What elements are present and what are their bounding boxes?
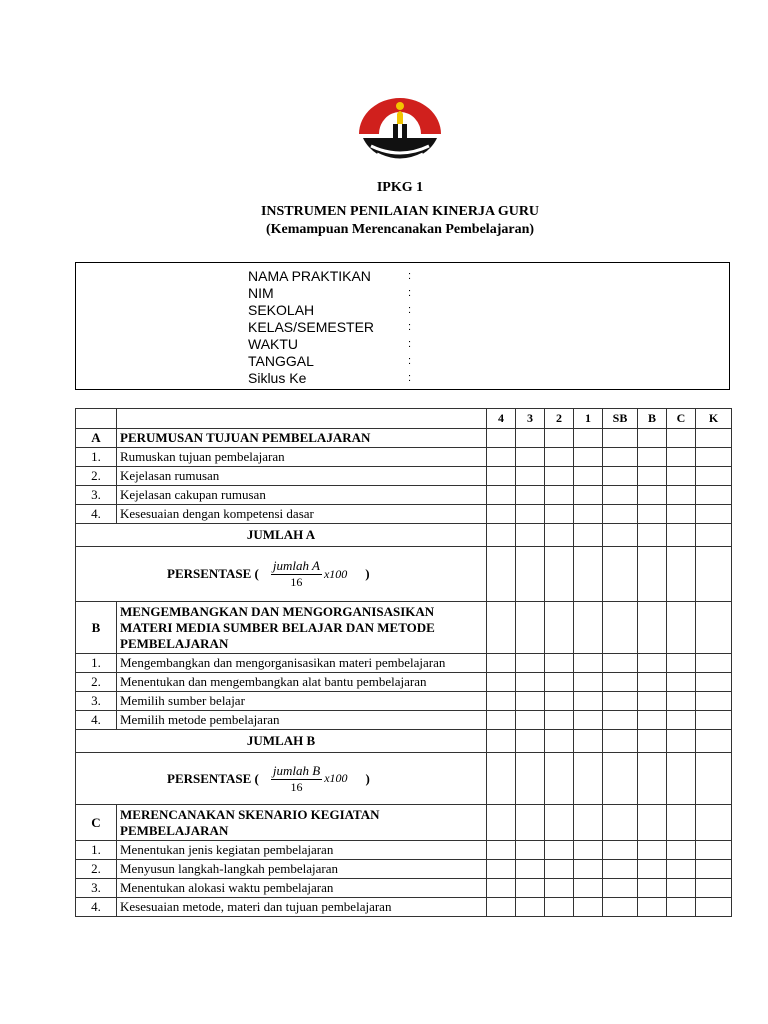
item-number: 3. xyxy=(76,486,117,505)
table-row xyxy=(76,673,732,692)
section-title xyxy=(117,805,487,841)
identity-box xyxy=(75,262,730,390)
info-label: NIM xyxy=(248,285,274,301)
item-number: 1. xyxy=(76,841,117,860)
item-number: 4. xyxy=(76,505,117,524)
info-separator: : xyxy=(408,355,412,367)
header-row xyxy=(76,409,732,429)
info-separator: : xyxy=(408,304,412,316)
item-number: 1. xyxy=(76,654,117,673)
info-row-siklus xyxy=(248,370,418,387)
score-header: B xyxy=(638,409,667,429)
item-text: Kesesuaian metode, materi dan tujuan pembelajaran xyxy=(117,898,487,917)
document-title: INSTRUMEN PENILAIAN KINERJA GURU xyxy=(260,204,540,219)
item-text: Kejelasan rumusan xyxy=(117,467,487,486)
info-separator: : xyxy=(408,270,412,282)
jumlah-label: JUMLAH B xyxy=(76,730,487,753)
table-row xyxy=(76,879,732,898)
fraction xyxy=(271,763,322,795)
item-number: 1. xyxy=(76,448,117,467)
logo-yellow-flame xyxy=(397,111,403,124)
section-letter: B xyxy=(76,602,117,654)
persentase-row xyxy=(76,753,732,805)
persentase-cell xyxy=(76,753,487,805)
item-text: Memilih sumber belajar xyxy=(117,692,487,711)
score-header: 4 xyxy=(487,409,516,429)
info-label: WAKTU xyxy=(248,336,299,352)
multiplier: x100 xyxy=(323,566,348,581)
document-subtitle: (Kemampuan Merencanakan Pembelajaran) xyxy=(265,222,535,237)
jumlah-row xyxy=(76,524,732,547)
table-row xyxy=(76,486,732,505)
item-number: 4. xyxy=(76,898,117,917)
logo-black-shape xyxy=(363,138,437,160)
section-title-line: MATERI MEDIA SUMBER BELAJAR DAN METODE xyxy=(120,619,435,635)
item-number: 3. xyxy=(76,692,117,711)
section-header-row xyxy=(76,602,732,654)
info-label: SEKOLAH xyxy=(248,302,315,318)
section-letter: A xyxy=(76,429,117,448)
item-text: Kesesuaian dengan kompetensi dasar xyxy=(117,505,487,524)
score-header: K xyxy=(696,409,732,429)
info-separator: : xyxy=(408,287,412,299)
jumlah-row xyxy=(76,730,732,753)
section-letter: C xyxy=(76,805,117,841)
multiplier: x100 xyxy=(324,771,348,785)
section-title xyxy=(117,602,487,654)
fraction-numerator: jumlah B xyxy=(272,762,321,778)
item-number: 2. xyxy=(76,860,117,879)
info-row-nim xyxy=(248,285,418,302)
section-title: PERUMUSAN TUJUAN PEMBELAJARAN xyxy=(117,429,487,448)
table-row xyxy=(76,654,732,673)
item-text: Kejelasan cakupan rumusan xyxy=(117,486,487,505)
info-row-nama xyxy=(248,268,418,285)
info-row-waktu xyxy=(248,336,418,353)
university-logo xyxy=(357,98,443,174)
section-header-row xyxy=(76,805,732,841)
info-separator: : xyxy=(408,372,412,384)
table-row xyxy=(76,448,732,467)
persentase-row xyxy=(76,547,732,602)
info-row-kelas xyxy=(248,319,418,336)
section-header-row xyxy=(76,429,732,448)
item-text: Memilih metode pembelajaran xyxy=(117,711,487,730)
header-cell-no xyxy=(76,409,117,429)
table-row xyxy=(76,505,732,524)
fraction-denominator: 16 xyxy=(290,575,303,589)
item-number: 3. xyxy=(76,879,117,898)
score-header: 1 xyxy=(574,409,603,429)
section-title-line: PEMBELAJARAN xyxy=(120,822,229,838)
assessment-table xyxy=(75,408,732,917)
header-cell-aspect xyxy=(117,409,487,429)
persentase-label: PERSENTASE ( xyxy=(167,566,259,581)
info-label: NAMA PRAKTIKAN xyxy=(248,268,371,284)
persentase-cell xyxy=(76,547,487,602)
item-number: 4. xyxy=(76,711,117,730)
item-number: 2. xyxy=(76,467,117,486)
item-text: Menentukan alokasi waktu pembelajaran xyxy=(117,879,487,898)
item-text: Menentukan dan mengembangkan alat bantu pembelajaran xyxy=(117,673,487,692)
item-text: Menyusun langkah-langkah pembelajaran xyxy=(117,860,487,879)
info-row-tanggal xyxy=(248,353,418,370)
info-label: Siklus Ke xyxy=(248,370,307,386)
section-title-line: PEMBELAJARAN xyxy=(120,635,229,651)
logo-yellow-dot xyxy=(396,102,404,110)
score-header: SB xyxy=(603,409,638,429)
info-label: TANGGAL xyxy=(248,353,314,369)
table-row xyxy=(76,860,732,879)
table-row xyxy=(76,692,732,711)
item-number: 2. xyxy=(76,673,117,692)
fraction-numerator: jumlah A xyxy=(272,558,320,573)
table-row xyxy=(76,841,732,860)
score-header: C xyxy=(667,409,696,429)
fraction xyxy=(271,558,322,590)
info-row-sekolah xyxy=(248,302,418,319)
item-text: Mengembangkan dan mengorganisasikan materi pembelajaran xyxy=(117,654,487,673)
persentase-close: ) xyxy=(365,770,370,786)
table-row xyxy=(76,467,732,486)
persentase-label: PERSENTASE ( xyxy=(167,770,259,786)
jumlah-label: JUMLAH A xyxy=(76,524,487,547)
fraction-denominator: 16 xyxy=(290,779,303,794)
table-row xyxy=(76,898,732,917)
section-title-line: MERENCANAKAN SKENARIO KEGIATAN xyxy=(120,806,380,822)
info-separator: : xyxy=(408,321,412,333)
persentase-close: ) xyxy=(365,566,370,581)
table-row xyxy=(76,711,732,730)
info-separator: : xyxy=(408,338,412,350)
document-code: IPKG 1 xyxy=(376,180,424,195)
item-text: Rumuskan tujuan pembelajaran xyxy=(117,448,487,467)
score-header: 2 xyxy=(545,409,574,429)
info-label: KELAS/SEMESTER xyxy=(248,319,375,335)
section-title-line: MENGEMBANGKAN DAN MENGORGANISASIKAN xyxy=(120,603,435,619)
item-text: Menentukan jenis kegiatan pembelajaran xyxy=(117,841,487,860)
score-header: 3 xyxy=(516,409,545,429)
